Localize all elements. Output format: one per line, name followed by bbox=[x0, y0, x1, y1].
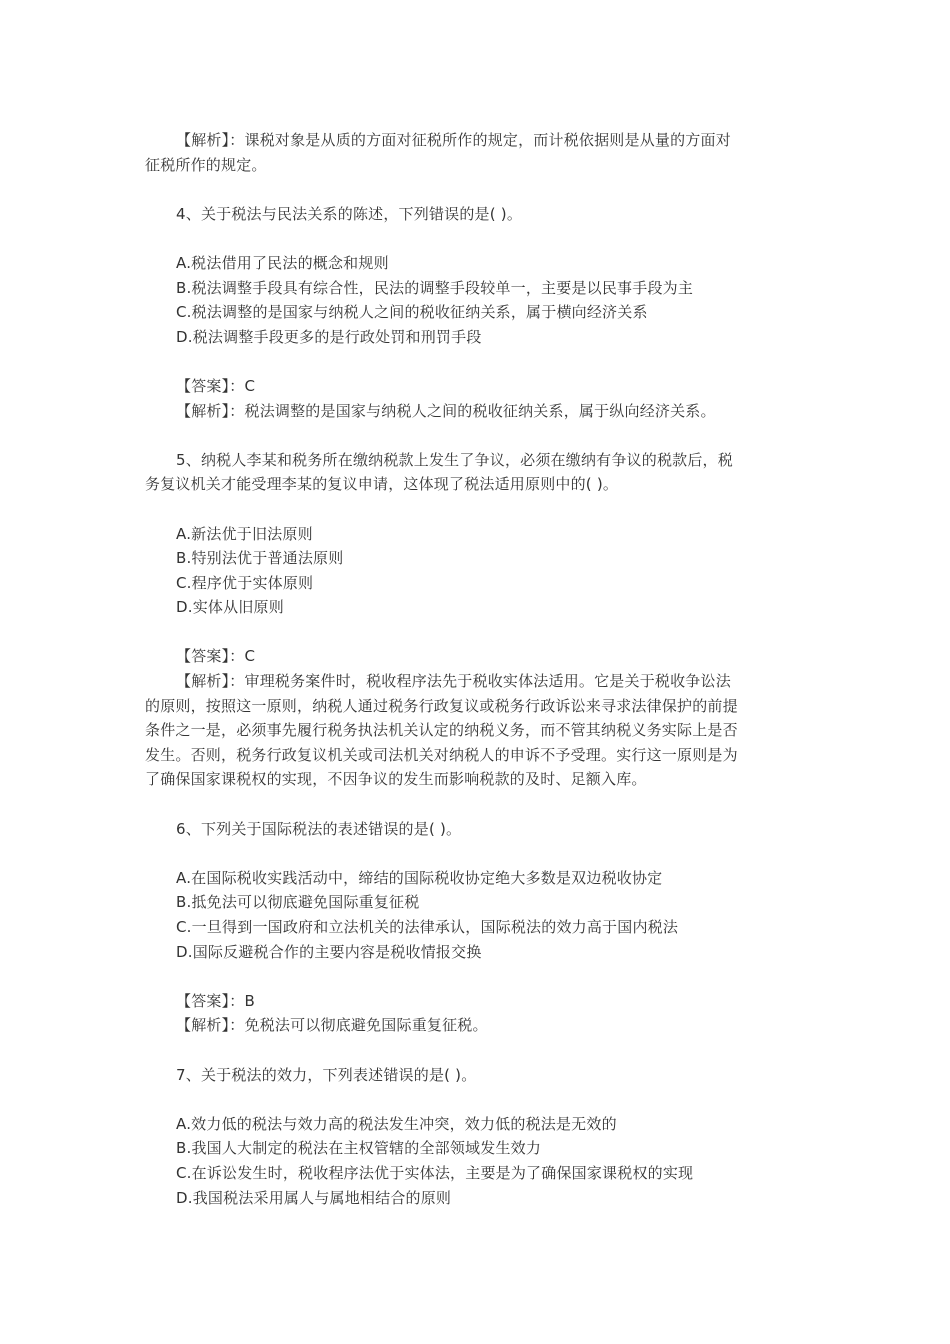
paragraph bbox=[145, 1063, 805, 1088]
paragraph-gap bbox=[145, 423, 805, 448]
text-line: B.税法调整手段具有综合性，民法的调整手段较单一，主要是以民事手段为主 bbox=[176, 278, 694, 297]
text-line: D.税法调整手段更多的是行政处罚和刑罚手段 bbox=[176, 327, 482, 346]
text-line: 【答案】：C bbox=[176, 376, 256, 395]
paragraph-gap bbox=[145, 226, 805, 251]
text-line: A.新法优于旧法原则 bbox=[176, 524, 313, 543]
text-line: 发生。否则，税务行政复议机关或司法机关对纳税人的申诉不予受理。实行这一原则是为 bbox=[145, 745, 738, 764]
paragraph bbox=[145, 202, 805, 227]
paragraph-gap bbox=[145, 792, 805, 817]
paragraph bbox=[145, 644, 805, 792]
text-line: 【解析】：税法调整的是国家与纳税人之间的税收征纳关系，属于纵向经济关系。 bbox=[176, 401, 716, 420]
text-line: C.在诉讼发生时，税收程序法优于实体法，主要是为了确保国家课税权的实现 bbox=[176, 1163, 694, 1182]
text-line: 了确保国家课税权的实现，不因争议的发生而影响税款的及时、足额入库。 bbox=[145, 770, 647, 789]
text-line: 的原则，按照这一原则，纳税人通过税务行政复议或税务行政诉讼来寻求法律保护的前提 bbox=[145, 696, 738, 715]
paragraph bbox=[145, 374, 805, 423]
text-line: B.特别法优于普通法原则 bbox=[176, 549, 344, 568]
text-line: D.国际反避税合作的主要内容是税收情报交换 bbox=[176, 942, 482, 961]
paragraph-gap bbox=[145, 1038, 805, 1063]
text-line: D.实体从旧原则 bbox=[176, 598, 284, 617]
text-line: 条件之一是，必须事先履行税务执法机关认定的纳税义务，而不管其纳税义务实际上是否 bbox=[145, 721, 738, 740]
text-line: 【解析】：审理税务案件时，税收程序法先于税收实体法适用。它是关于税收争讼法 bbox=[176, 672, 731, 691]
paragraph bbox=[145, 128, 805, 177]
text-line: 6、下列关于国际税法的表述错误的是( )。 bbox=[176, 819, 462, 838]
paragraph bbox=[145, 817, 805, 842]
paragraph-gap bbox=[145, 841, 805, 866]
paragraph bbox=[145, 1112, 805, 1210]
text-line: 【解析】：课税对象是从质的方面对征税所作的规定，而计税依据则是从量的方面对 bbox=[176, 131, 731, 149]
text-line: 7、关于税法的效力，下列表述错误的是( )。 bbox=[176, 1065, 477, 1084]
text-line: A.在国际税收实践活动中，缔结的国际税收协定绝大多数是双边税收协定 bbox=[176, 868, 663, 887]
text-line: 【答案】：B bbox=[176, 991, 255, 1010]
document-page bbox=[145, 128, 805, 1210]
text-line: 【解析】：免税法可以彻底避免国际重复征税。 bbox=[176, 1016, 488, 1035]
text-line: 征税所作的规定。 bbox=[145, 155, 267, 174]
text-line: A.效力低的税法与效力高的税法发生冲突，效力低的税法是无效的 bbox=[176, 1114, 617, 1133]
text-line: C.税法调整的是国家与纳税人之间的税收征纳关系，属于横向经济关系 bbox=[176, 303, 648, 322]
paragraph-gap bbox=[145, 620, 805, 645]
paragraph bbox=[145, 251, 805, 349]
paragraph-gap bbox=[145, 349, 805, 374]
paragraph-gap bbox=[145, 497, 805, 522]
text-line: 5、纳税人李某和税务所在缴纳税款上发生了争议，必须在缴纳有争议的税款后，税 bbox=[176, 450, 733, 469]
paragraph-gap bbox=[145, 1087, 805, 1112]
text-line: C.一旦得到一国政府和立法机关的法律承认，国际税法的效力高于国内税法 bbox=[176, 918, 679, 936]
text-line: B.抵免法可以彻底避免国际重复征税 bbox=[176, 893, 420, 912]
paragraph bbox=[145, 866, 805, 964]
text-line: C.程序优于实体原则 bbox=[176, 573, 314, 592]
paragraph-gap bbox=[145, 177, 805, 202]
paragraph bbox=[145, 989, 805, 1038]
paragraph bbox=[145, 522, 805, 620]
text-line: 4、关于税法与民法关系的陈述，下列错误的是( )。 bbox=[176, 204, 523, 223]
text-line: A.税法借用了民法的概念和规则 bbox=[176, 253, 389, 272]
paragraph-gap bbox=[145, 964, 805, 989]
text-line: B.我国人大制定的税法在主权管辖的全部领域发生效力 bbox=[176, 1139, 542, 1158]
text-line: 【答案】：C bbox=[176, 647, 256, 666]
text-line: 务复议机关才能受理李某的复议申请，这体现了税法适用原则中的( )。 bbox=[145, 475, 619, 494]
paragraph bbox=[145, 448, 805, 497]
text-line: D.我国税法采用属人与属地相结合的原则 bbox=[176, 1188, 452, 1207]
